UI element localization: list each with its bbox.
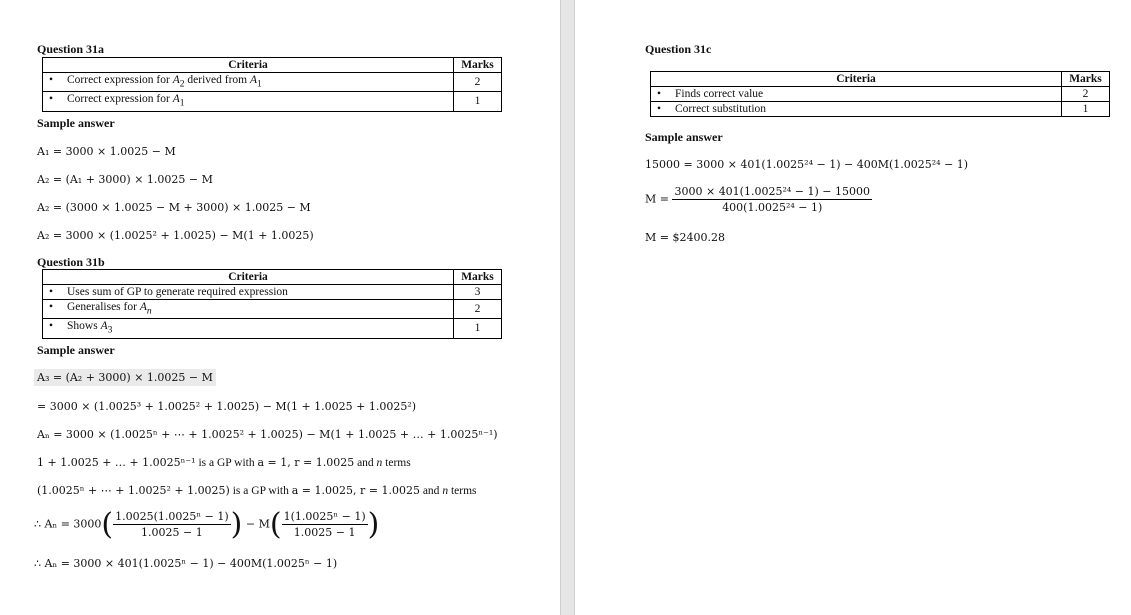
marks-header: Marks [454, 270, 502, 285]
sample-answer-label: Sample answer [645, 130, 723, 144]
answer-line: M = $2400.28 [645, 231, 725, 244]
criteria-table-31c [650, 71, 1110, 117]
marks-cell: 2 [1062, 87, 1110, 102]
marks-cell: 3 [454, 285, 502, 300]
table-row [43, 285, 502, 300]
table-row [651, 87, 1110, 102]
final-expression-line: ∴ Aₙ = 3000 × 401(1.0025ⁿ − 1) − 400M(1.0025ⁿ − 1) [34, 557, 338, 570]
criteria-header: Criteria [43, 270, 454, 285]
math-line: Aₙ = 3000 × (1.0025ⁿ + ⋯ + 1.0025² + 1.0025) − M(1 + 1.0025 + … + 1.0025ⁿ⁻¹) [37, 428, 498, 441]
m-fraction-line: M = $\frac{\text{3000 × 401(1.0025²⁴ − 1) − 15000}}{\text{400(1.0025²⁴ − 1)}}$ [645, 185, 870, 214]
criteria-cell: • Uses sum of GP to generate required expression [43, 285, 454, 300]
math-line: A₂ = 3000 × (1.0025² + 1.0025) − M(1 + 1.0025) [37, 229, 314, 242]
table-row [43, 300, 502, 319]
table-row [43, 319, 502, 338]
table-row [651, 102, 1110, 117]
question-31b-title: Question 31b [37, 255, 105, 269]
criteria-cell: • Generalises for $A_n$ [43, 300, 454, 319]
document-page-left [0, 0, 560, 615]
criteria-table-31a [42, 57, 502, 112]
criteria-table-31b [42, 269, 502, 339]
sample-answer-label: Sample answer [37, 116, 115, 130]
math-line: A₂ = (A₁ + 3000) × 1.0025 − M [37, 173, 213, 186]
sum-formula-line: ∴ Aₙ = 3000( $\frac{\text{1.0025(1.0025ⁿ − 1)}}{1.0025 - 1}$ ) − M( $\frac{\text{1(1.0025ⁿ − 1)}}{1.0025 - 1}$ ) [34, 507, 380, 542]
page-gutter [560, 0, 575, 615]
table-row [43, 73, 502, 92]
marks-cell: 1 [454, 92, 502, 111]
criteria-cell: • Correct expression for $A_1$ [43, 92, 454, 111]
gp-statement-2: (1.0025ⁿ + ⋯ + 1.0025² + 1.0025) is a GP with a = 1.0025, r = 1.0025 and n terms [37, 484, 477, 497]
math-line: 15000 = 3000 × 401(1.0025²⁴ − 1) − 400M(1.0025²⁴ − 1) [645, 158, 969, 171]
math-line-highlighted: A₃ = (A₂ + 3000) × 1.0025 − M [34, 369, 216, 386]
marks-header: Marks [454, 58, 502, 73]
marks-cell: 1 [454, 319, 502, 338]
question-31c-title: Question 31c [645, 42, 712, 56]
marks-cell: 2 [454, 73, 502, 92]
marks-cell: 2 [454, 300, 502, 319]
question-31a-title: Question 31a [37, 42, 105, 56]
document-page-right [575, 0, 1131, 615]
criteria-cell: • Finds correct value [651, 87, 1062, 102]
marks-header: Marks [1062, 72, 1110, 87]
criteria-header: Criteria [43, 58, 454, 73]
criteria-cell: • Shows $A_3$ [43, 319, 454, 338]
math-line: A₂ = (3000 × 1.0025 − M + 3000) × 1.0025 − M [37, 201, 311, 214]
gp-statement-1: 1 + 1.0025 + … + 1.0025ⁿ⁻¹ is a GP with a = 1, r = 1.0025 and n terms [37, 456, 411, 469]
marks-cell: 1 [1062, 102, 1110, 117]
criteria-header: Criteria [651, 72, 1062, 87]
sample-answer-label: Sample answer [37, 343, 115, 357]
criteria-cell: • Correct substitution [651, 102, 1062, 117]
math-line: A₁ = 3000 × 1.0025 − M [37, 145, 176, 158]
table-row [43, 92, 502, 111]
criteria-cell: • Correct expression for $A_2$ derived from $A_1$ [43, 73, 454, 92]
math-line: = 3000 × (1.0025³ + 1.0025² + 1.0025) − M(1 + 1.0025 + 1.0025²) [37, 400, 417, 413]
